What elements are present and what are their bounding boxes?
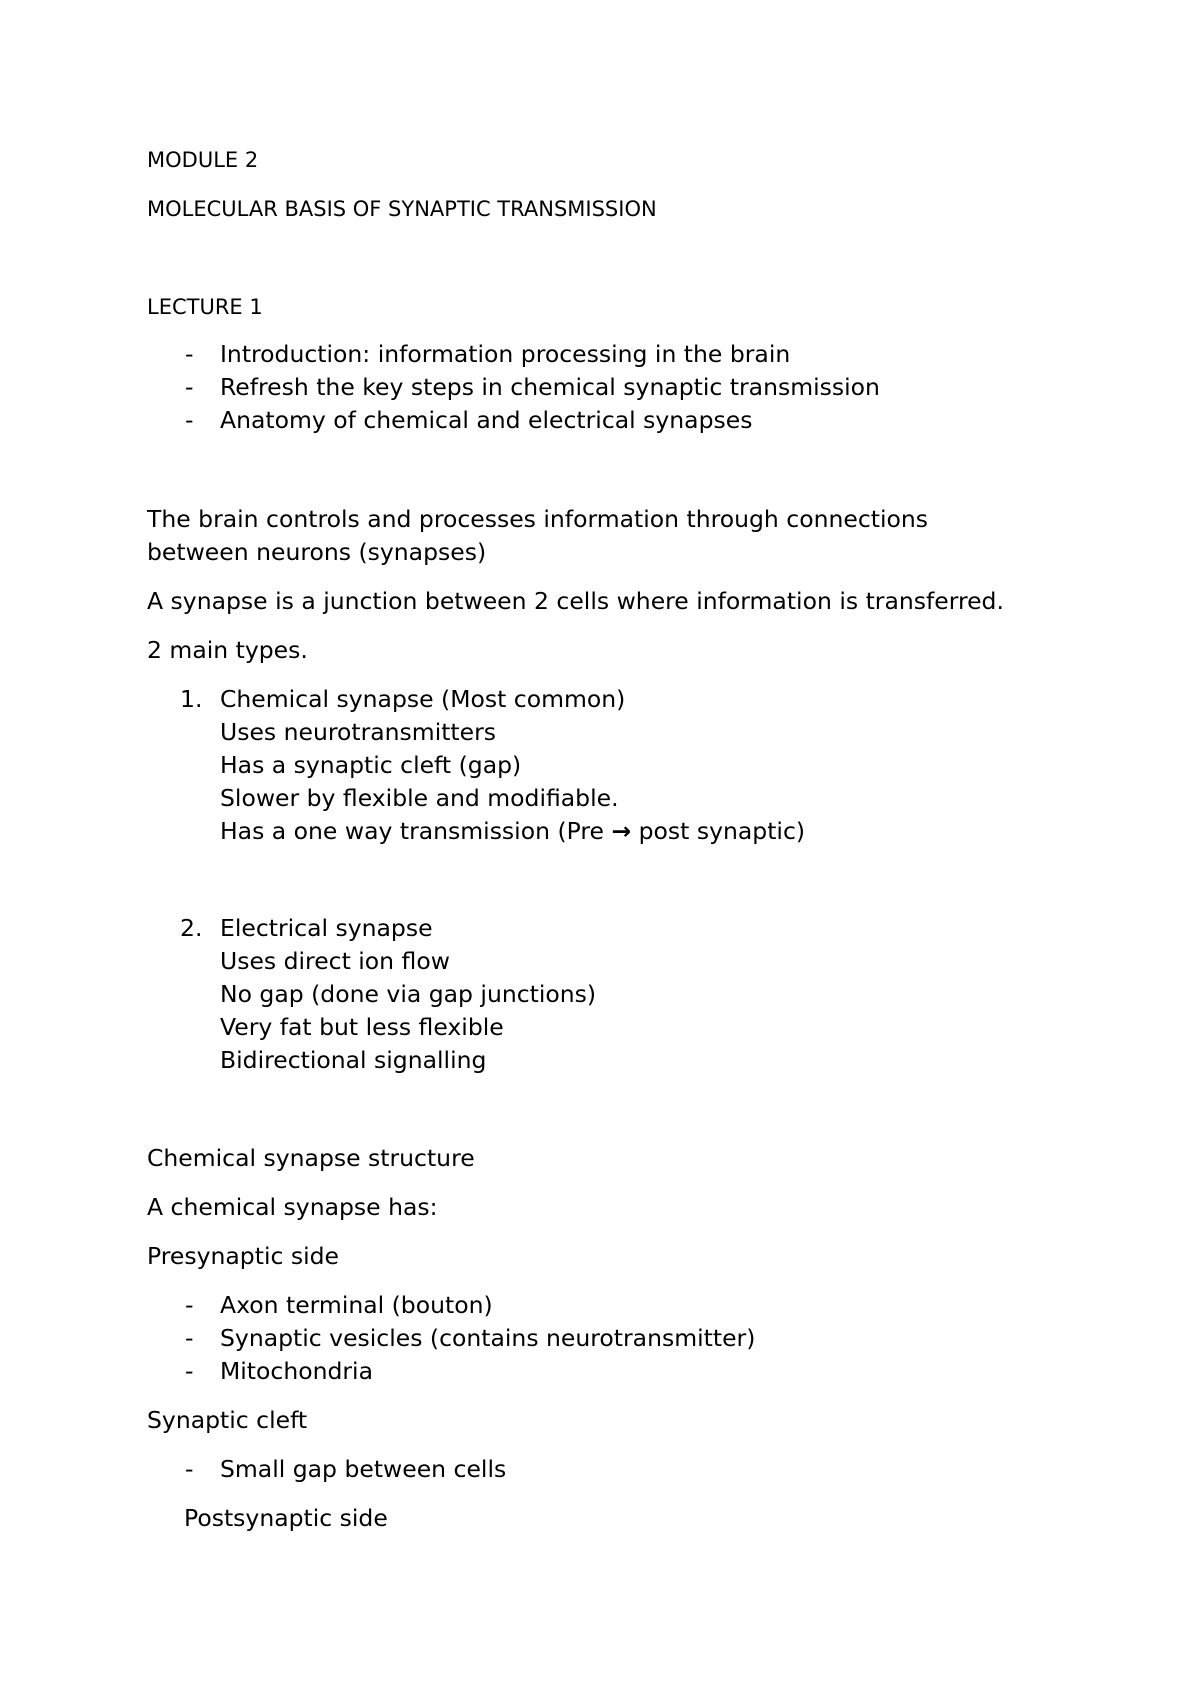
list-item: Introduction: information processing in the brain [220, 340, 791, 368]
presynaptic-heading: Presynaptic side [147, 1242, 340, 1270]
list-number: 2. [180, 914, 203, 942]
module-label: MODULE 2 [147, 148, 259, 172]
intro-paragraph-line: The brain controls and processes information through connections [147, 505, 929, 533]
list-item: Small gap between cells [220, 1455, 507, 1483]
synapse-type-point: Very fat but less flexible [220, 1013, 504, 1041]
synapse-type-point: Slower by flexible and modifiable. [220, 784, 619, 812]
list-item: Anatomy of chemical and electrical synapses [220, 406, 753, 434]
synapse-type-point [220, 817, 806, 845]
bullet-marker: - [185, 1357, 194, 1385]
list-item: Synaptic vesicles (contains neurotransmitter) [220, 1324, 756, 1352]
synapse-type-point: Uses neurotransmitters [220, 718, 497, 746]
list-item: Axon terminal (bouton) [220, 1291, 493, 1319]
document-title: MOLECULAR BASIS OF SYNAPTIC TRANSMISSION [147, 197, 657, 221]
intro-paragraph-line: between neurons (synapses) [147, 538, 487, 566]
synapse-type-point: Uses direct ion flow [220, 947, 450, 975]
lecture-label: LECTURE 1 [147, 295, 263, 319]
bullet-marker: - [185, 1291, 194, 1319]
synapse-type-point: Bidirectional signalling [220, 1046, 487, 1074]
synapse-type-point: Has a synaptic cleft (gap) [220, 751, 522, 779]
bullet-marker: - [185, 406, 194, 434]
postsynaptic-heading: Postsynaptic side [184, 1504, 388, 1532]
list-item: Refresh the key steps in chemical synaptic transmission [220, 373, 880, 401]
bullet-marker: - [185, 1455, 194, 1483]
bullet-marker: - [185, 340, 194, 368]
cleft-heading: Synaptic cleft [147, 1406, 308, 1434]
list-number: 1. [180, 685, 203, 713]
section-heading: Chemical synapse structure [147, 1144, 475, 1172]
synapse-definition: A synapse is a junction between 2 cells where information is transferred. [147, 587, 1004, 615]
bullet-marker: - [185, 1324, 194, 1352]
synapse-type-name: Electrical synapse [220, 914, 433, 942]
arrow-right-icon: → [611, 817, 632, 845]
point-text: Has a one way transmission (Pre [220, 817, 612, 845]
synapse-type-point: No gap (done via gap junctions) [220, 980, 597, 1008]
bullet-marker: - [185, 373, 194, 401]
list-item: Mitochondria [220, 1357, 373, 1385]
main-types-label: 2 main types. [147, 636, 308, 664]
point-text: post synaptic) [631, 817, 806, 845]
structure-intro: A chemical synapse has: [147, 1193, 438, 1221]
synapse-type-name: Chemical synapse (Most common) [220, 685, 626, 713]
